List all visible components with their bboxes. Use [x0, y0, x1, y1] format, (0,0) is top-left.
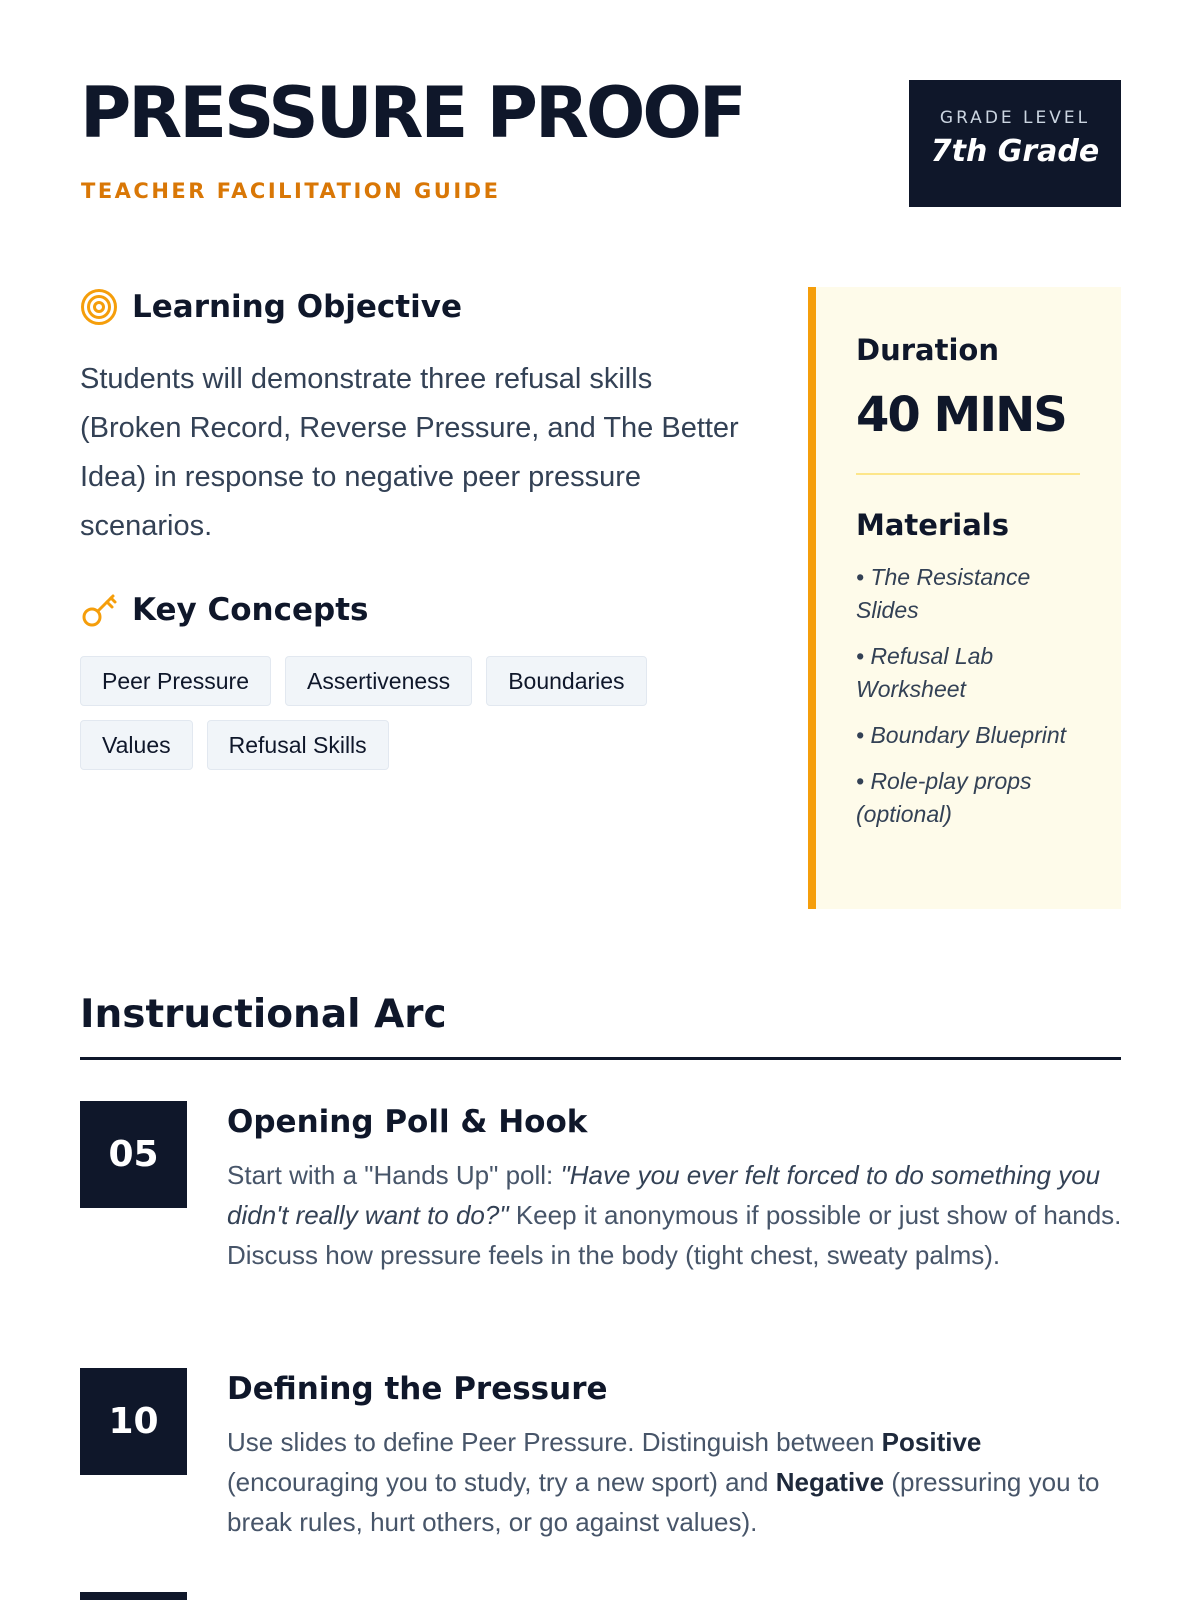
page-subtitle: TEACHER FACILITATION GUIDE [81, 179, 501, 203]
step-text: (encouraging you to study, try a new sport) and [227, 1467, 776, 1497]
concept-tag: Values [80, 720, 193, 770]
materials-heading: Materials [856, 508, 1009, 542]
materials-item: • Boundary Blueprint [856, 722, 1067, 748]
step-minutes-badge [80, 1592, 187, 1600]
sidebar-divider [856, 473, 1080, 475]
concept-tag: Boundaries [486, 656, 646, 706]
instructional-arc-heading: Instructional Arc [80, 992, 447, 1037]
section-divider [80, 1057, 1121, 1060]
step-text: Start with a "Hands Up" poll: [227, 1160, 561, 1190]
grade-level-badge [909, 80, 1121, 207]
key-concepts-title: Key Concepts [132, 592, 369, 628]
duration-value: 40 MINS [856, 387, 1066, 443]
page-title: PRESSURE PROOF [80, 72, 744, 154]
step-minutes-badge: 05 [80, 1101, 187, 1208]
step-description [227, 1422, 1127, 1542]
step-text: Keep it anonymous if possible or just show of hands. Discuss how pressure feels in the body (tight chest, sweaty palms). [227, 1200, 1122, 1270]
materials-item: • Role-play props (optional) [856, 768, 1032, 827]
materials-item: • The Resistance Slides [856, 564, 1031, 623]
step-title: Defining the Pressure [227, 1371, 608, 1407]
step-quote: "Have you ever felt forced to do something you didn't really want to do?" [227, 1160, 1101, 1230]
step-minutes-badge: 10 [80, 1368, 187, 1475]
target-icon [80, 288, 118, 326]
step-text: Use slides to define Peer Pressure. Distinguish between [227, 1427, 882, 1457]
concept-tag: Refusal Skills [207, 720, 389, 770]
grade-level-label: GRADE LEVEL [939, 108, 1091, 128]
learning-objective-heading [80, 288, 462, 326]
key-concepts-heading [80, 591, 368, 629]
step-text: (pressuring you to break rules, hurt others, or go against values). [227, 1467, 1100, 1537]
learning-objective-text: Students will demonstrate three refusal skills (Broken Record, Reverse Pressure, and The Better Idea) in response to negative peer pressure scenarios. [80, 363, 739, 542]
concept-tag: Peer Pressure [80, 656, 271, 706]
lesson-info-sidebar [808, 287, 1121, 909]
grade-level-value: 7th Grade [930, 134, 1100, 169]
duration-heading: Duration [856, 333, 999, 367]
key-icon [80, 591, 118, 629]
step-emphasis: Positive [881, 1427, 982, 1457]
step-emphasis: Negative [775, 1467, 885, 1497]
step-description [227, 1155, 1127, 1275]
concept-tag: Assertiveness [285, 656, 472, 706]
step-title: Opening Poll & Hook [227, 1104, 588, 1140]
materials-list [856, 561, 1076, 844]
key-concepts-tags [80, 656, 720, 784]
materials-item: • Refusal Lab Worksheet [856, 643, 994, 702]
learning-objective-title: Learning Objective [132, 289, 462, 325]
